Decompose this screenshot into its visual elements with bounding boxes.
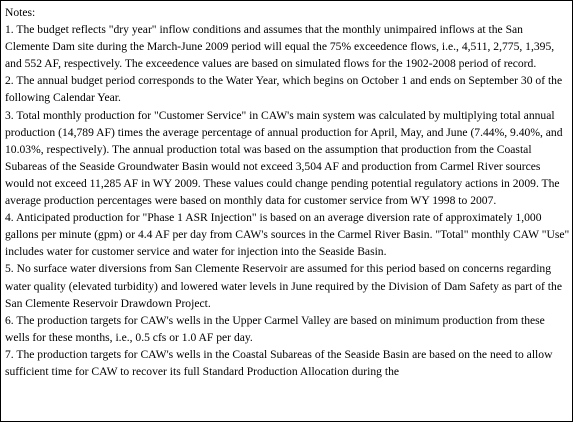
notes-heading: Notes:: [5, 6, 36, 19]
note-item-1: 1. The budget reflects "dry year" inflow conditions and assumes that the monthly unimpaired inflows at the San Clemente Dam site during the March-June 2009 period will equal the 75% exceedence flows, i.e., 4,511, 2,775, 1,395, and 552 AF, respectively. The exceedence values are based on simulated flows for the 1902-2008 period of record.: [5, 23, 555, 71]
note-item-5: 5. No surface water diversions from San Clemente Reservoir are assumed for this period based on concerns regarding water quality (elevated turbidity) and lowered water levels in June required by the Division of Dam Safety as part of the San Clemente Reservoir Drawdown Project.: [5, 262, 562, 310]
note-item-3: 3. Total monthly production for "Customer Service" in CAW's main system was calculated by multiplying total annual production (14,789 AF) times the average percentage of annual production for April, May, and June (7.44%, 9.40%, and 10.03%, respectively). The annual production total was based on the assumption that production from the Coastal Subareas of the Seaside Groundwater Basin would not exceed 3,504 AF and production from Carmel River sources would not exceed 11,285 AF in WY 2009. These values could change pending potential regulatory actions in 2009. The average production percentages were based on monthly data for customer service from WY 1998 to 2007.: [5, 108, 563, 208]
note-item-2: 2. The annual budget period corresponds to the Water Year, which begins on October 1 and ends on September 30 of the following Calendar Year.: [5, 74, 563, 105]
note-item-7: 7. The production targets for CAW's wells in the Coastal Subareas of the Seaside Basin are based on the need to allow sufficient time for CAW to recover its full Standard Production Allocation during the: [5, 347, 553, 378]
note-item-6: 6. The production targets for CAW's wells in the Upper Carmel Valley are based on minimum production from these wells for these months, i.e., 0.5 cfs or 1.0 AF per day.: [5, 313, 545, 344]
note-item-4: 4. Anticipated production for "Phase 1 ASR Injection" is based on an average diversion rate of approximately 1,000 gallons per minute (gpm) or 4.4 AF per day from CAW's sources in the Carmel River Basin. "Total" monthly CAW "Use" includes water for customer service and water for injection into the Seaside Basin.: [5, 211, 570, 259]
